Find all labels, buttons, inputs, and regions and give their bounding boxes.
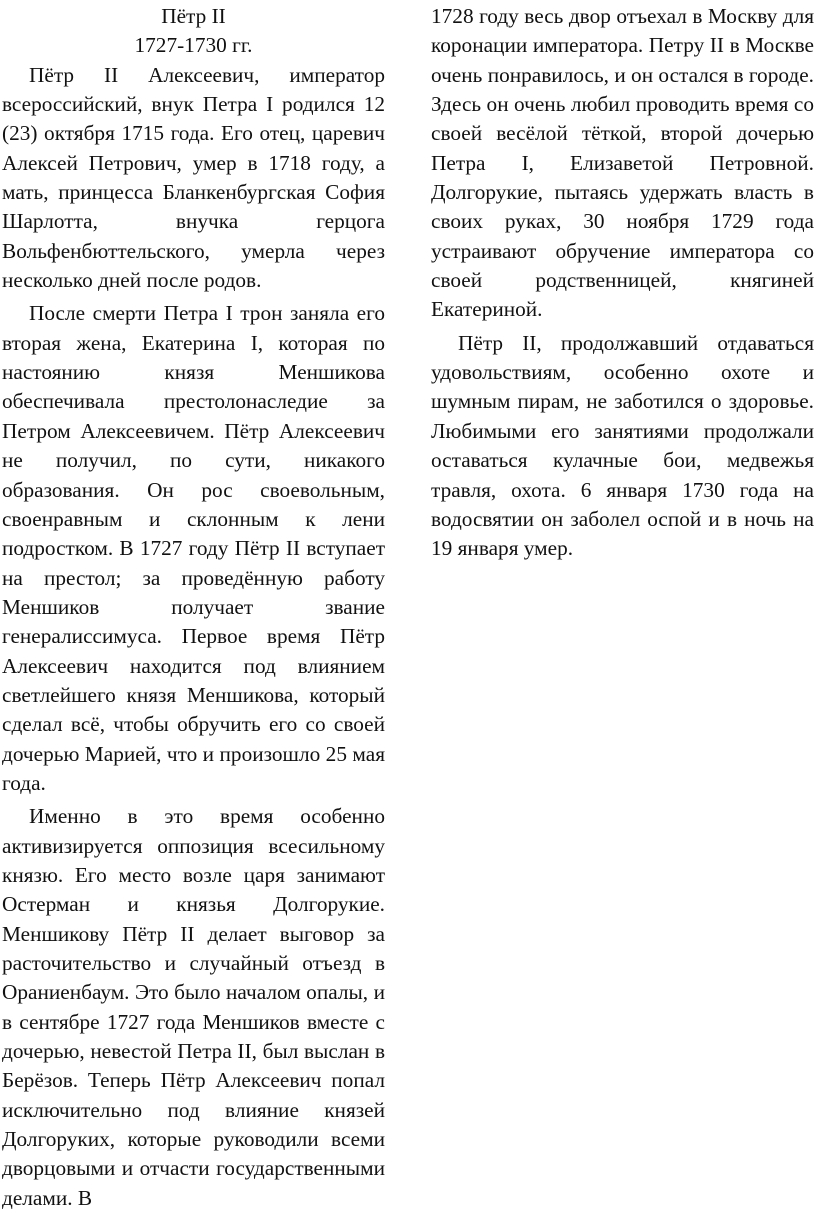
paragraph-opposition: Именно в это время особенно активизируется оппозиция всесильному князю. Его место возле царя занимают Остерман и князья Долгорукие. Меншикову Пётр II делает выговор за расточительство и случайный отъезд в Ораниенбаум. Это было началом опалы, и в сентябре 1727 года Меншиков вместе с дочерью, невестой Петра II, был выслан в Берёзов. Теперь Пётр Алексеевич попал исключительно под влияние князей Долгоруких, которые руководили всеми дворцовыми и отчасти государственными делами. В: [2, 804, 385, 1210]
right-column: [431, 2, 814, 568]
paragraph-accession: После смерти Петра I трон заняла его вторая жена, Екатерина I, которая по настоянию князя Меншикова обеспечивала престолонаследие за Петром Алексеевичем. Пётр Алексеевич не получил, по сути, никакого образования. Он рос своевольным, своенравным и склонным к лени подростком. В 1727 году Пётр II вступает на престол; за проведённую работу Меншиков получает звание генералиссимуса. Первое время Пётр Алексеевич находится под влиянием светлейшего князя Меншикова, который сделал всё, чтобы обручить его со своей дочерью Марией, что и произошло 25 мая года.: [2, 301, 385, 795]
document-subtitle: 1727-1730 гг.: [134, 33, 253, 58]
paragraph-moscow: 1728 году весь двор отъехал в Москву для коронации императора. Петру II в Москве очень понравилось, и он остался в городе. Здесь он очень любил проводить время со своей весёлой тёткой, второй дочерью Петра I, Елизаветой Петровной. Долгорукие, пытаясь удержать власть в своих руках, 30 ноября 1729 года устраивают обручение императора со своей родственницей, княгиней Екатериной.: [431, 4, 814, 322]
document-title: Пётр II: [161, 4, 226, 28]
paragraph-death: Пётр II, продолжавший отдаваться удовольствиям, особенно охоте и шумным пирам, не заботился о здоровье. Любимыми его занятиями продолжали оставаться кулачные бои, медвежья травля, охота. 6 января 1730 года на водосвятии он заболел оспой и в ночь на 19 января умер.: [431, 330, 814, 561]
paragraph-birth: Пётр II Алексеевич, император всероссийский, внук Петра I родился 12 (23) октября 1715 года. Его отец, царевич Алексей Петрович, умер в 1718 году, а мать, принцесса Бланкенбургская София Шарлотта, внучка герцога Вольфенбюттельского, умерла через несколько дней после родов.: [2, 62, 385, 293]
left-column: [2, 2, 385, 1217]
